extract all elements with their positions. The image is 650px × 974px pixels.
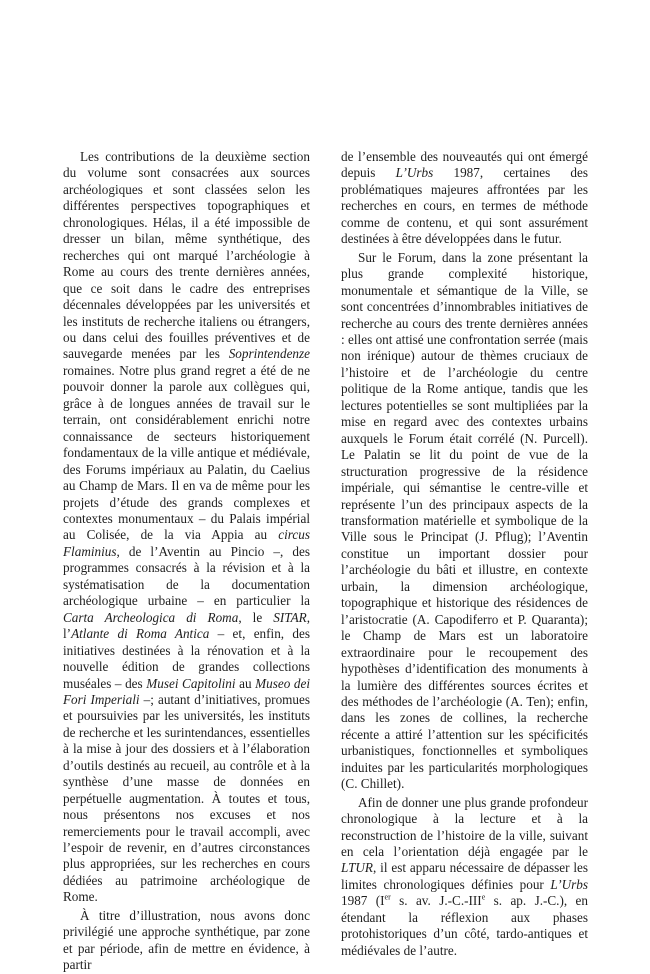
paragraph: À titre d’illustration, nous avons donc privilégié une approche synthétique, par zone et par période, afin de mettre en évidence, à partir	[63, 907, 310, 973]
paragraph: Sur le Forum, dans la zone présentant la plus grande complexité historique, monumentale et sémantique de la Ville, se sont concentrées d’innombrables initiatives de recherche au cours des trente dernières années : elles ont attisé une confrontation serrée (mais non irénique) autour de thèmes cruciaux de l’histoire et de l’archéologie du centre politique de la Rome antique, tandis que les lectures potentielles se sont multipliées par la mise en regard avec des contextes urbains auxquels le Forum était corrélé (N. Purcell). Le Palatin se lit du point de vue de la structuration progressive de la résidence impériale, qui sémantise le centre-ville et représente l’un des principaux aspects de la transformation matérielle et symbolique de la Ville sous le Principat (J. Pflug); l’Aventin constitue un important dossier pour l’archéologie du bâti et illustre, en contexte urbain, la dimension archéologique, topographique et historique des résidences de l’aristocratie (A. Capodiferro et P. Quaranta); le Champ de Mars est un laboratoire extraordinaire pour le recoupement des hypothèses d’identification des monuments à la lumière des différentes sources écrites et des méthodes de l’archéologie (A. Ten); enfin, dans les zones de collines, la recherche récente a attiré l’attention sur les spécificités urbanistiques, fonctionnelles et symboliques induites par les particularités morphologiques (C. Chillet).	[341, 249, 588, 792]
right-column	[341, 149, 588, 959]
paragraph-continued: de l’ensemble des nouveautés qui ont émergé depuis L’Urbs 1987, certaines des problématiques majeures affrontées par les recherches en cours, en termes de méthode comme de contenu, et qui sont assurément destinées à être développées dans le futur.	[341, 149, 588, 247]
paragraph: Les contributions de la deuxième section du volume sont consacrées aux sources archéologiques et sont classées selon les différentes perspectives topographiques et chronologiques. Hélas, il a été impossible de dresser un bilan, même synthétique, des recherches qui ont marqué l’archéologie à Rome au cours des trente dernières années, que ce soit dans le cadre des entreprises décennales développées par les universités et les instituts de recherche italiens ou étrangers, ou dans celui des fouilles préventives et de sauvegarde menées par les Soprintendenze romaines. Notre plus grand regret a été de ne pouvoir donner la parole aux collègues qui, grâce à de longues années de travail sur le terrain, ont considérablement enrichi notre connaissance de secteurs historiquement fondamentaux de la ville antique et médiévale, des Forums impériaux au Palatin, du Caelius au Champ de Mars. Il en va de même pour les projets d’étude des grands complexes et contextes monumentaux – du Palais impérial au Colisée, de la via Appia au circus Flaminius, de l’Aventin au Pincio –, des programmes consacrés à la révision et à la systématisation de la documentation archéologique urbaine – en particulier la Carta Archeologica di Roma, le SITAR, l’Atlante di Roma Antica – et, enfin, des initiatives destinées à la rénovation et à la nouvelle édition de grandes collections muséales – des Musei Capitolini au Museo dei Fori Imperiali –; autant d’initiatives, promues et poursuivies par les universités, les instituts de recherche et les surintendances, essentielles à la mise à jour des dossiers et à l’élaboration d’outils destinés au recueil, au contrôle et à la synthèse d’une masse de données en perpétuelle augmentation. À toutes et tous, nous présentons nos excuses et nos remerciements pour le travail accompli, avec l’espoir de revenir, en d’autres circonstances plus appropriées, sur les recherches en cours dédiées au patrimoine archéologique de Rome.	[63, 149, 311, 905]
left-column	[63, 149, 310, 974]
paragraph: Afin de donner une plus grande profondeur chronologique à la lecture et à la reconstruction de l’histoire de la ville, suivant en cela l’orientation déjà engagée par le LTUR, il est apparu nécessaire de dépasser les limites chronologiques définies pour L’Urbs 1987 (Ier s. av. J.-C.-IIIe s. ap. J.-C.), en étendant la réflexion aux phases protohistoriques d’un côté, tardo-antiques et médiévales de l’autre.	[341, 794, 588, 958]
